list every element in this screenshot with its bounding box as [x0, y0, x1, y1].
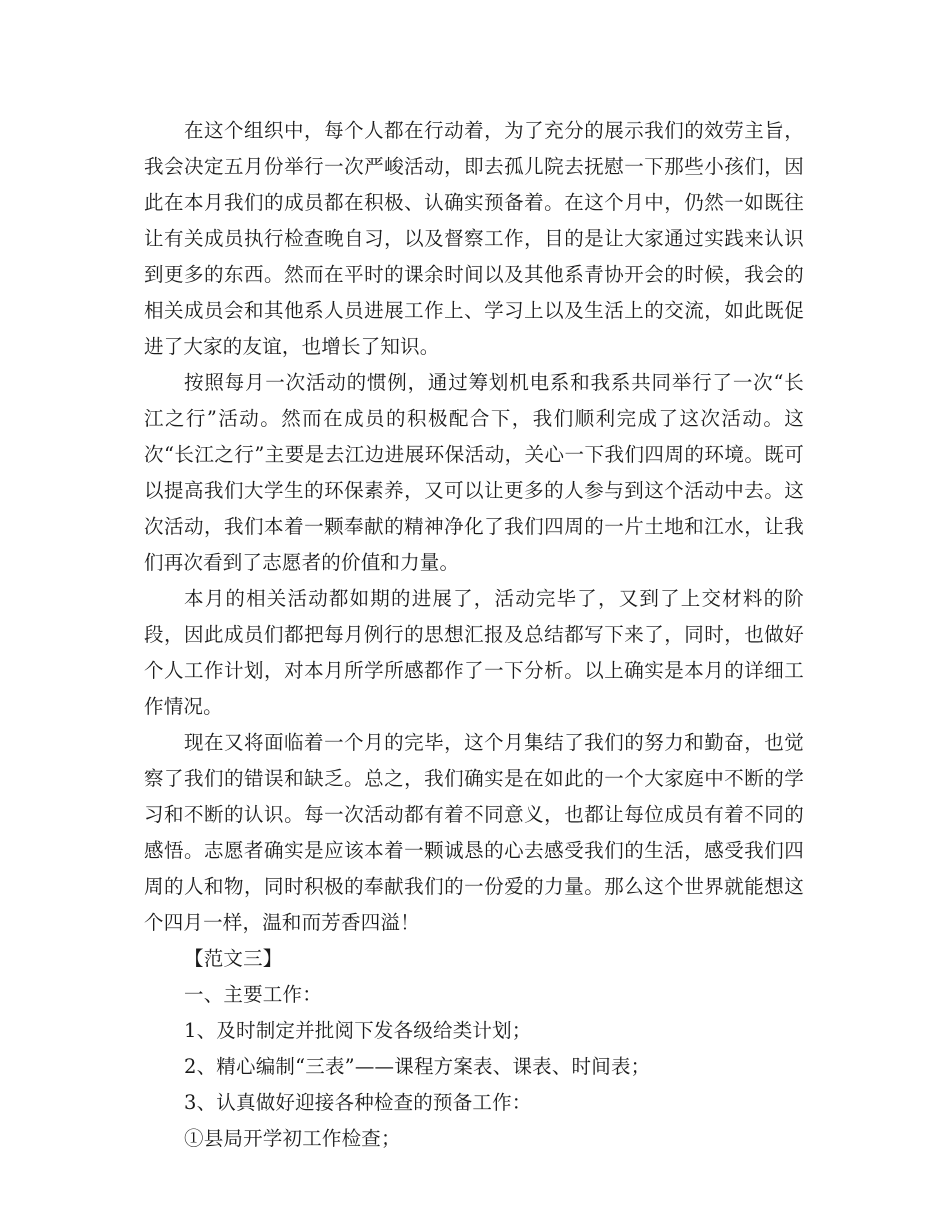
section-heading: 【范文三】	[184, 947, 283, 970]
subsection-heading: 一、主要工作：	[184, 983, 322, 1006]
list-item: 1、及时制定并批阅下发各级给类计划；	[184, 1019, 532, 1042]
paragraph: 按照每月一次活动的惯例，通过筹划机电系和我系共同举行了一次“长江之行”活动。然而在成员的积极配合下，我们顺利完成了这次活动。这次“长江之行”主要是去江边进展环保活动，关心一下我们四周的环境。既可以提高我们大学生的环保素养，又可以让更多的人参与到这个活动中去。这次活动，我们本着一颗奉献的精神净化了我们四周的一片土地和江水，让我们再次看到了志愿者的价值和力量。	[144, 371, 804, 574]
paragraph: 本月的相关活动都如期的进展了，活动完毕了，又到了上交材料的阶段，因此成员们都把每月例行的思想汇报及总结都写下来了，同时，也做好个人工作计划，对本月所学所感都作了一下分析。以上确实是本月的详细工作情况。	[144, 587, 804, 718]
paragraph: 在这个组织中，每个人都在行动着，为了充分的展示我们的效劳主旨，我会决定五月份举行一次严峻活动，即去孤儿院去抚慰一下那些小孩们，因此在本月我们的成员都在积极、认确实预备着。在这个月中，仍然一如既往让有关成员执行检查晚自习，以及督察工作，目的是让大家通过实践来认识到更多的东西。然而在平时的课余时间以及其他系青协开会的时候，我会的相关成员会和其他系人员进展工作上、学习上以及生活上的交流，如此既促进了大家的友谊，也增长了知识。	[144, 119, 804, 358]
document-body	[144, 113, 804, 1157]
list-item: 2、精心编制“三表”——课程方案表、课表、时间表；	[184, 1055, 651, 1078]
list-item: 3、认真做好迎接各种检查的预备工作：	[184, 1091, 532, 1114]
list-item: ①县局开学初工作检查；	[184, 1127, 401, 1150]
paragraph: 现在又将面临着一个月的完毕，这个月集结了我们的努力和勤奋，也觉察了我们的错误和缺乏。总之，我们确实是在如此的一个大家庭中不断的学习和不断的认识。每一次活动都有着不同意义，也都让每位成员有着不同的感悟。志愿者确实是应该本着一颗诚恳的心去感受我们的生活，感受我们四周的人和物，同时积极的奉献我们的一份爱的力量。那么这个世界就能想这个四月一样，温和而芳香四溢！	[144, 731, 804, 934]
